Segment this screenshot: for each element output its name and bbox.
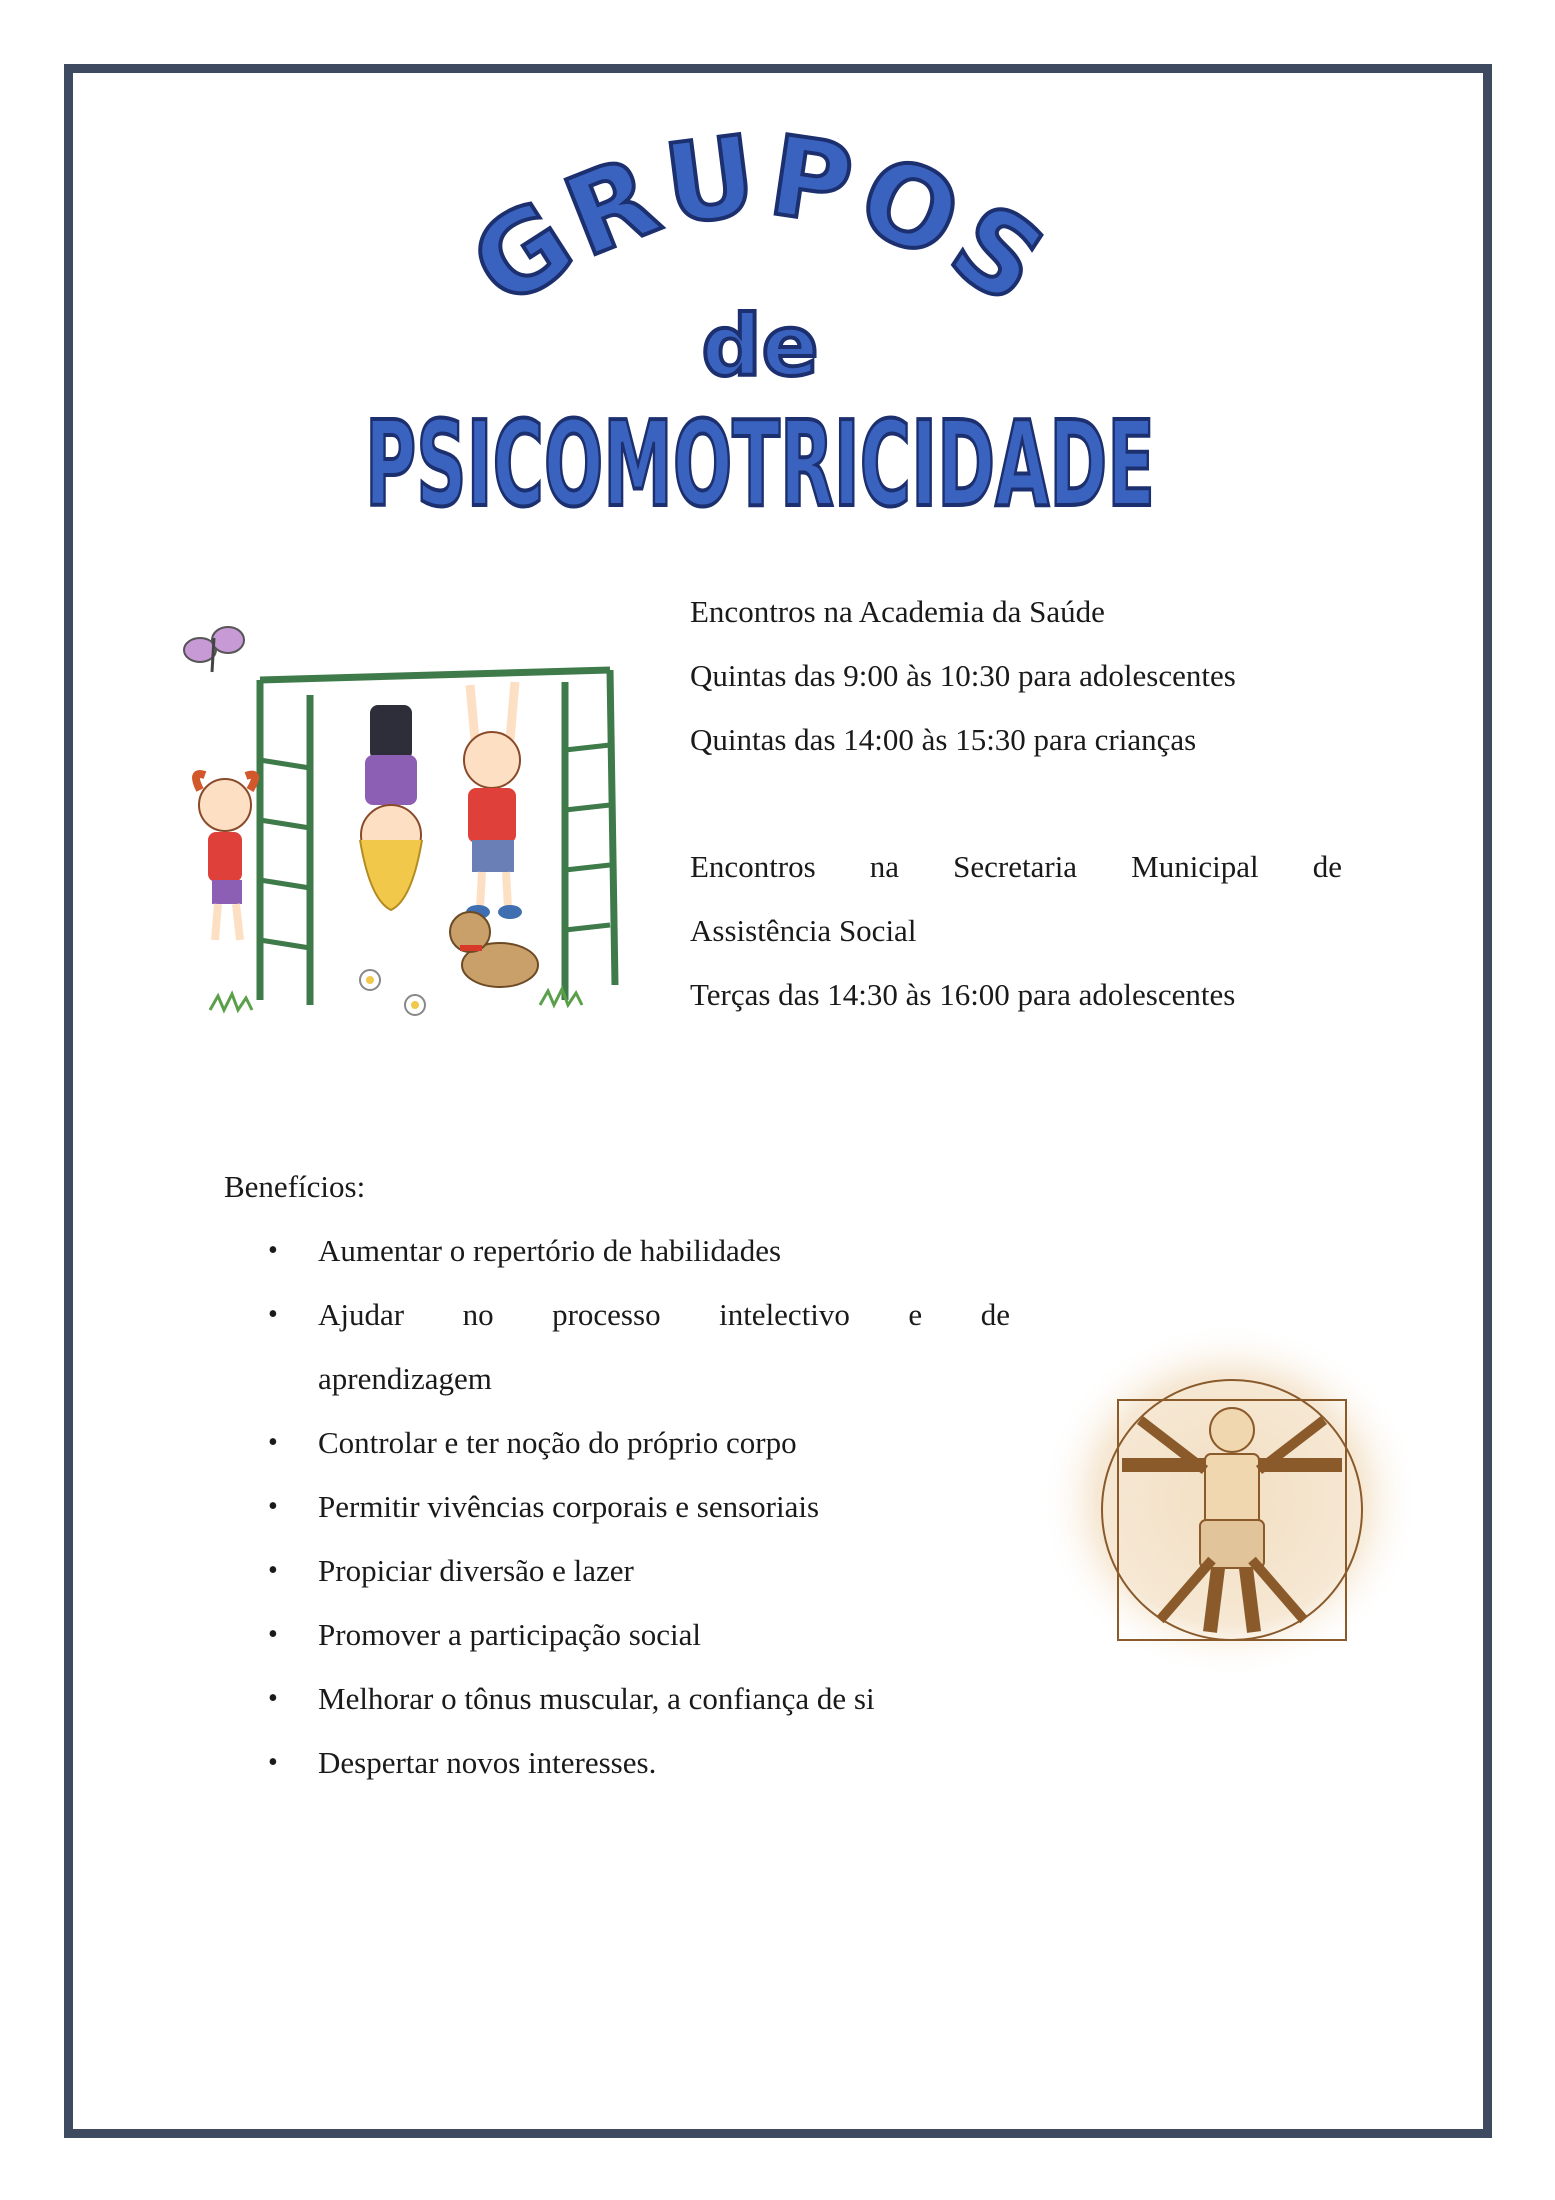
playground-illustration bbox=[170, 610, 650, 1030]
benefit-item: Ajudar no processo intelectivo e de bbox=[318, 1297, 1010, 1332]
title-word-grupos: GRUPOS bbox=[449, 120, 1071, 333]
vitruvian-boy-illustration bbox=[1040, 1320, 1420, 1680]
benefit-item: Melhorar o tônus muscular, a confiança de si bbox=[318, 1681, 875, 1716]
bullet-icon: • bbox=[268, 1747, 278, 1778]
bullet-icon: • bbox=[268, 1235, 278, 1266]
academia-line-2: Quintas das 14:00 às 15:30 para crianças bbox=[690, 722, 1197, 757]
benefit-item-cont: aprendizagem bbox=[318, 1361, 492, 1396]
bullet-icon: • bbox=[268, 1427, 278, 1458]
bullet-icon: • bbox=[268, 1299, 278, 1330]
bullet-icon: • bbox=[268, 1491, 278, 1522]
benefits-label: Benefícios: bbox=[224, 1169, 366, 1204]
bullet-icon: • bbox=[268, 1619, 278, 1650]
butterfly-icon bbox=[184, 627, 244, 672]
benefit-item: Permitir vivências corporais e sensoriais bbox=[318, 1489, 820, 1524]
benefit-item: Promover a participação social bbox=[318, 1617, 702, 1652]
child-hanging-upside-down bbox=[360, 705, 422, 910]
benefit-item: Controlar e ter noção do próprio corpo bbox=[318, 1425, 797, 1460]
secretaria-line-1: Terças das 14:30 às 16:00 para adolescentes bbox=[690, 977, 1236, 1012]
academia-heading: Encontros na Academia da Saúde bbox=[690, 594, 1105, 629]
dog-figure bbox=[450, 912, 538, 987]
title-wordart bbox=[350, 120, 1170, 540]
academia-line-1: Quintas das 9:00 às 10:30 para adolescentes bbox=[690, 658, 1236, 693]
title-word-de: de bbox=[701, 297, 819, 395]
child-left-figure bbox=[196, 774, 255, 940]
benefit-item: Propiciar diversão e lazer bbox=[318, 1553, 634, 1588]
benefit-item: Aumentar o repertório de habilidades bbox=[318, 1233, 782, 1268]
bullet-icon: • bbox=[268, 1555, 278, 1586]
secretaria-heading-cont: Assistência Social bbox=[690, 913, 917, 948]
title-word-psicomotricidade: PSICOMOTRICIDADE bbox=[365, 395, 1155, 533]
child-hanging bbox=[464, 682, 522, 919]
bullet-icon: • bbox=[268, 1683, 278, 1714]
benefit-item: Despertar novos interesses. bbox=[318, 1745, 657, 1780]
secretaria-heading: Encontros na Secretaria Municipal de bbox=[690, 849, 1342, 884]
flower-icon bbox=[360, 970, 425, 1015]
